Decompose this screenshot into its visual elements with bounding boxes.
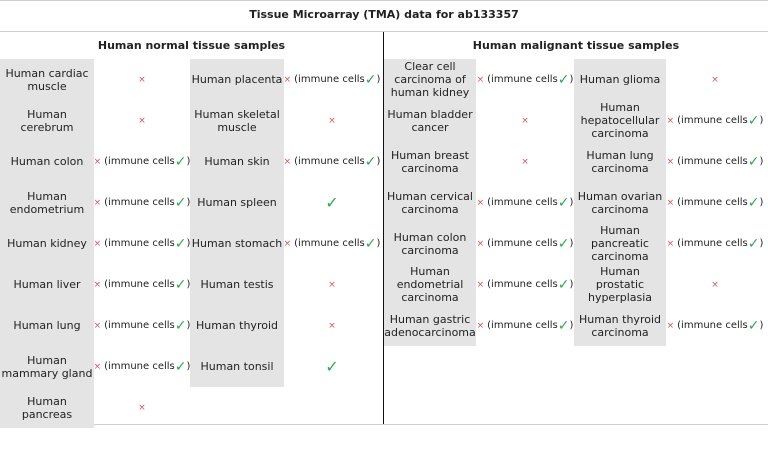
negative-cross-icon: × (711, 74, 719, 85)
immune-cells-close: ) (569, 74, 574, 85)
tissue-name: Human ovarian carcinoma (574, 182, 666, 223)
negative-cross-icon: × (328, 320, 336, 331)
result-cell (666, 100, 764, 141)
result-cell (476, 264, 574, 305)
tissue-name: Human pancreas (0, 387, 94, 428)
immune-cells-label: (immune cells (677, 197, 748, 208)
tissue-name: Human colon carcinoma (384, 223, 476, 264)
result-cell (476, 223, 574, 264)
negative-cross-icon: × (283, 156, 292, 167)
immune-cells-label: (immune cells (294, 238, 365, 249)
tissue-name: Human endometrium (0, 182, 94, 223)
negative-cross-icon: × (521, 156, 529, 167)
result-cell (284, 59, 380, 100)
immune-cells-close: ) (569, 197, 574, 208)
result-cell (94, 59, 190, 100)
negative-cross-icon: × (476, 74, 485, 85)
positive-check-icon: ✓ (325, 193, 339, 212)
immune-cells-close: ) (759, 156, 764, 167)
negative-cross-icon: × (328, 279, 336, 290)
tissue-name (190, 387, 284, 428)
immune-cells-close: ) (376, 156, 381, 167)
positive-check-icon: ✓ (325, 357, 339, 376)
table-row (384, 182, 764, 223)
result-cell (94, 223, 190, 264)
table-row (384, 305, 764, 346)
tissue-name: Human cerebrum (0, 100, 94, 141)
tissue-name: Human skin (190, 141, 284, 182)
result-cell (666, 59, 764, 100)
tissue-name: Human cervical carcinoma (384, 182, 476, 223)
table-row (0, 264, 380, 305)
tissue-name: Human testis (190, 264, 284, 305)
negative-cross-icon: × (93, 279, 102, 290)
positive-check-icon: ✓ (364, 153, 377, 170)
immune-cells-label: (immune cells (487, 279, 558, 290)
result-cell (666, 182, 764, 223)
table-row (0, 59, 380, 100)
result-cell (284, 264, 380, 305)
negative-cross-icon: × (666, 320, 675, 331)
immune-cells-label: (immune cells (104, 320, 175, 331)
title-divider (0, 31, 768, 32)
immune-cells-label: (immune cells (294, 74, 365, 85)
positive-check-icon: ✓ (557, 317, 570, 334)
negative-cross-icon: × (666, 197, 675, 208)
negative-cross-icon: × (476, 320, 485, 331)
immune-cells-label: (immune cells (294, 156, 365, 167)
negative-cross-icon: × (138, 74, 146, 85)
result-cell (284, 100, 380, 141)
immune-cells-close: ) (186, 156, 191, 167)
positive-check-icon: ✓ (747, 317, 760, 334)
result-cell (666, 141, 764, 182)
tissue-name: Human liver (0, 264, 94, 305)
tissue-name: Human lung carcinoma (574, 141, 666, 182)
tissue-name: Human lung (0, 305, 94, 346)
positive-check-icon: ✓ (174, 194, 187, 211)
immune-cells-close: ) (759, 197, 764, 208)
table-row (384, 100, 764, 141)
immune-cells-close: ) (759, 115, 764, 126)
immune-cells-close: ) (376, 238, 381, 249)
tissue-name: Human placenta (190, 59, 284, 100)
tissue-name: Human bladder cancer (384, 100, 476, 141)
tissue-name: Human colon (0, 141, 94, 182)
positive-check-icon: ✓ (174, 276, 187, 293)
malignant-tissue-table (384, 59, 764, 346)
tissue-name: Human cardiac muscle (0, 59, 94, 100)
result-cell (476, 305, 574, 346)
immune-cells-label: (immune cells (104, 361, 175, 372)
negative-cross-icon: × (328, 115, 336, 126)
immune-cells-label: (immune cells (487, 197, 558, 208)
table-row (0, 346, 380, 387)
result-cell (666, 223, 764, 264)
result-cell (284, 141, 380, 182)
immune-cells-label: (immune cells (677, 238, 748, 249)
result-cell (666, 264, 764, 305)
table-row (0, 141, 380, 182)
positive-check-icon: ✓ (557, 235, 570, 252)
normal-tissue-table (0, 59, 380, 428)
immune-cells-close: ) (569, 320, 574, 331)
positive-check-icon: ✓ (174, 317, 187, 334)
tissue-name: Clear cell carcinoma of human kidney (384, 59, 476, 100)
positive-check-icon: ✓ (557, 276, 570, 293)
immune-cells-label: (immune cells (104, 156, 175, 167)
negative-cross-icon: × (666, 238, 675, 249)
negative-cross-icon: × (93, 320, 102, 331)
immune-cells-close: ) (186, 361, 191, 372)
table-row (384, 223, 764, 264)
tissue-name: Human stomach (190, 223, 284, 264)
tissue-name: Human gastric adenocarcinoma (384, 305, 476, 346)
positive-check-icon: ✓ (557, 194, 570, 211)
positive-check-icon: ✓ (557, 71, 570, 88)
immune-cells-close: ) (569, 279, 574, 290)
result-cell (94, 182, 190, 223)
result-cell (284, 305, 380, 346)
result-cell (94, 141, 190, 182)
immune-cells-label: (immune cells (104, 238, 175, 249)
immune-cells-label: (immune cells (104, 197, 175, 208)
positive-check-icon: ✓ (747, 235, 760, 252)
immune-cells-label: (immune cells (487, 320, 558, 331)
tissue-name: Human skeletal muscle (190, 100, 284, 141)
positive-check-icon: ✓ (747, 153, 760, 170)
negative-cross-icon: × (476, 238, 485, 249)
immune-cells-close: ) (759, 238, 764, 249)
table-row (384, 59, 764, 100)
result-cell (476, 100, 574, 141)
empty-cell (284, 387, 380, 428)
positive-check-icon: ✓ (747, 194, 760, 211)
table-row (0, 223, 380, 264)
tissue-name: Human thyroid (190, 305, 284, 346)
immune-cells-label: (immune cells (677, 115, 748, 126)
immune-cells-close: ) (186, 320, 191, 331)
immune-cells-close: ) (569, 238, 574, 249)
negative-cross-icon: × (476, 197, 485, 208)
normal-section-heading: Human normal tissue samples (97, 39, 286, 52)
tissue-name: Human endometrial carcinoma (384, 264, 476, 305)
positive-check-icon: ✓ (747, 112, 760, 129)
positive-check-icon: ✓ (174, 358, 187, 375)
negative-cross-icon: × (138, 402, 146, 413)
negative-cross-icon: × (93, 361, 102, 372)
negative-cross-icon: × (521, 115, 529, 126)
result-cell (94, 346, 190, 387)
tissue-name: Human tonsil (190, 346, 284, 387)
positive-check-icon: ✓ (364, 71, 377, 88)
immune-cells-close: ) (186, 238, 191, 249)
result-cell (94, 264, 190, 305)
tissue-name: Human breast carcinoma (384, 141, 476, 182)
negative-cross-icon: × (93, 156, 102, 167)
immune-cells-close: ) (759, 320, 764, 331)
tissue-name: Human prostatic hyperplasia (574, 264, 666, 305)
result-cell (94, 387, 190, 428)
table-row (0, 305, 380, 346)
positive-check-icon: ✓ (174, 153, 187, 170)
tissue-name: Human kidney (0, 223, 94, 264)
positive-check-icon: ✓ (364, 235, 377, 252)
result-cell (476, 182, 574, 223)
negative-cross-icon: × (283, 238, 292, 249)
negative-cross-icon: × (93, 238, 102, 249)
result-cell (94, 305, 190, 346)
immune-cells-close: ) (376, 74, 381, 85)
result-cell (94, 100, 190, 141)
tissue-name: Human pancreatic carcinoma (574, 223, 666, 264)
immune-cells-close: ) (186, 279, 191, 290)
result-cell (476, 141, 574, 182)
page-title: Tissue Microarray (TMA) data for ab133357 (249, 8, 519, 21)
top-divider (0, 0, 768, 1)
tissue-name: Human glioma (574, 59, 666, 100)
immune-cells-label: (immune cells (677, 156, 748, 167)
result-cell (284, 223, 380, 264)
malignant-section-heading: Human malignant tissue samples (472, 39, 680, 52)
immune-cells-label: (immune cells (677, 320, 748, 331)
immune-cells-label: (immune cells (487, 74, 558, 85)
negative-cross-icon: × (138, 115, 146, 126)
negative-cross-icon: × (283, 74, 292, 85)
positive-check-icon: ✓ (174, 235, 187, 252)
result-cell (476, 59, 574, 100)
negative-cross-icon: × (666, 156, 675, 167)
table-row (384, 141, 764, 182)
negative-cross-icon: × (711, 279, 719, 290)
result-cell (284, 182, 380, 223)
negative-cross-icon: × (666, 115, 675, 126)
tissue-name: Human thyroid carcinoma (574, 305, 666, 346)
tissue-name: Human hepatocellular carcinoma (574, 100, 666, 141)
negative-cross-icon: × (476, 279, 485, 290)
immune-cells-label: (immune cells (487, 238, 558, 249)
result-cell (666, 305, 764, 346)
result-cell (284, 346, 380, 387)
immune-cells-label: (immune cells (104, 279, 175, 290)
immune-cells-close: ) (186, 197, 191, 208)
table-row (0, 182, 380, 223)
negative-cross-icon: × (93, 197, 102, 208)
tissue-name: Human mammary gland (0, 346, 94, 387)
table-row (0, 387, 380, 428)
table-row (384, 264, 764, 305)
table-row (0, 100, 380, 141)
tissue-name: Human spleen (190, 182, 284, 223)
